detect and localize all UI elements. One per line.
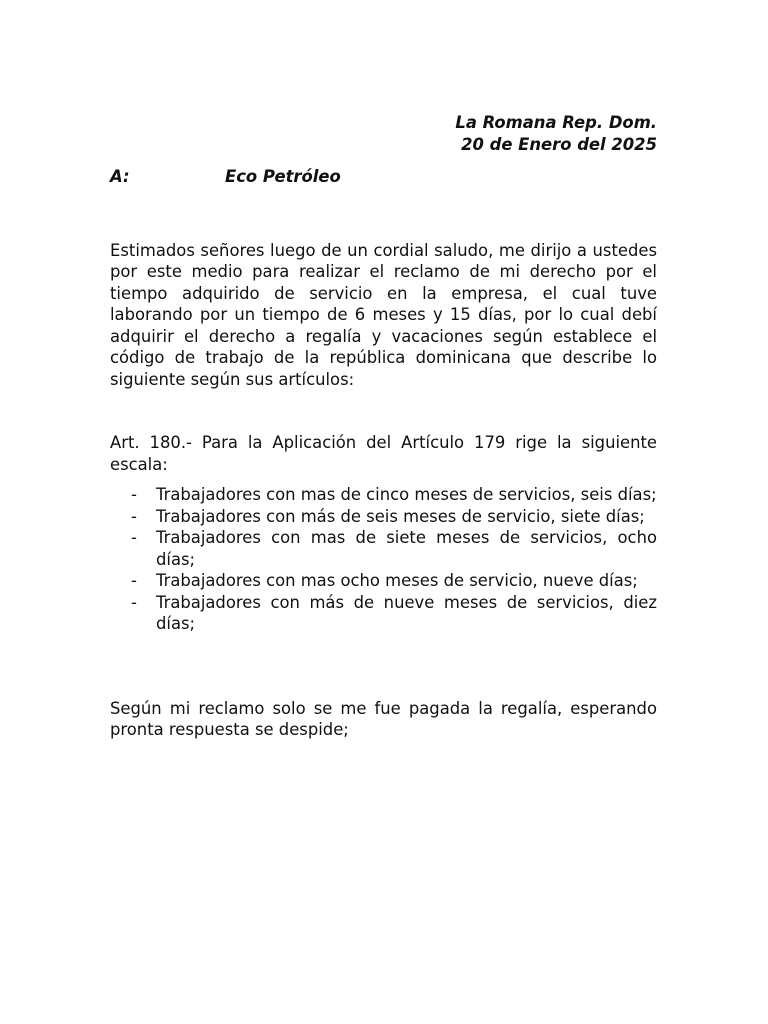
- recipient-label: A:: [110, 167, 130, 186]
- place-date-block: [110, 112, 657, 155]
- list-item-text: Trabajadores con mas de cinco meses de servicios, seis días;: [156, 485, 657, 504]
- bullet-dash: -: [131, 506, 137, 526]
- article-paragraph: Art. 180.- Para la Aplicación del Artículo 179 rige la siguiente escala:: [110, 433, 657, 474]
- list-item: [110, 527, 657, 570]
- letter-content: [110, 112, 657, 741]
- date-line: 20 de Enero del 2025: [461, 134, 657, 154]
- list-item: [110, 592, 657, 635]
- list-item: [110, 506, 657, 528]
- place-line: La Romana Rep. Dom.: [455, 113, 657, 132]
- bullet-dash: -: [131, 592, 137, 612]
- recipient-line: [110, 166, 657, 188]
- list-item: [110, 484, 657, 506]
- list-item-text: Trabajadores con mas ocho meses de servicio, nueve días;: [156, 571, 638, 590]
- bullet-dash: -: [131, 528, 137, 547]
- list-item: [110, 570, 657, 592]
- intro-paragraph: Estimados señores luego de un cordial saludo, me dirijo a ustedes por este medio para realizar el reclamo de mi derecho por el tiempo adquirido de servicio en la empresa, el cual tuve laborando por un tiempo de 6 meses y 15 días, por lo cual debí adquirir el derecho a regalía y vacaciones según establece el código de trabajo de la república dominicana que describe lo siguiente según sus artículos:: [110, 240, 657, 389]
- list-item-text: Trabajadores con mas de siete meses de servicios, ocho días;: [156, 528, 657, 569]
- bullet-dash: -: [131, 485, 137, 504]
- bullet-dash: -: [131, 571, 137, 590]
- list-item-text: Trabajadores con más de seis meses de servicio, siete días;: [156, 506, 645, 526]
- closing-paragraph: Según mi reclamo solo se me fue pagada la regalía, esperando pronta respuesta se despide;: [110, 698, 657, 739]
- list-item-text: Trabajadores con más de nueve meses de servicios, diez días;: [156, 592, 657, 633]
- recipient-name: Eco Petróleo: [225, 167, 341, 186]
- scale-list: [110, 484, 657, 635]
